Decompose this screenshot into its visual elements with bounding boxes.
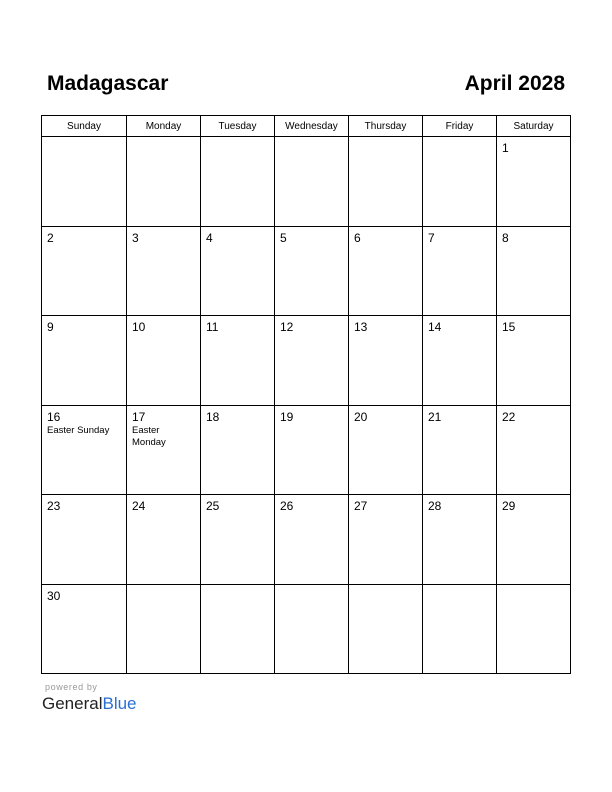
- day-number: [201, 585, 274, 589]
- day-number: [423, 137, 496, 141]
- day-number: 18: [206, 409, 220, 424]
- day-number: 22: [502, 409, 516, 424]
- day-cell: [349, 137, 423, 227]
- holiday-label: Easter Sunday: [47, 424, 110, 436]
- day-cell: [42, 495, 127, 585]
- day-number: [423, 585, 496, 589]
- day-number: [275, 585, 348, 589]
- day-number: 11: [206, 320, 219, 334]
- day-cell: [497, 226, 571, 316]
- day-cell: [201, 316, 275, 406]
- day-number: 8: [502, 230, 509, 245]
- day-cell: [497, 495, 571, 585]
- weekday-header: Sunday: [42, 116, 127, 137]
- day-cell: [127, 316, 201, 406]
- day-number: 14: [428, 320, 442, 334]
- day-cell: [423, 584, 497, 674]
- day-number: 3: [132, 230, 139, 245]
- day-number: 27: [354, 499, 368, 513]
- day-number: 10: [132, 320, 146, 334]
- day-cell: [423, 405, 497, 495]
- day-cell: [42, 316, 127, 406]
- day-cell: [275, 226, 349, 316]
- calendar-grid: [41, 115, 571, 674]
- day-number: 6: [354, 230, 361, 245]
- week-row: [42, 226, 571, 316]
- day-number: [349, 585, 422, 589]
- day-cell: [201, 584, 275, 674]
- week-row: [42, 137, 571, 227]
- day-number: 7: [428, 230, 435, 245]
- day-cell: [497, 137, 571, 227]
- holiday-label: Easter Monday: [132, 424, 166, 448]
- day-number: [201, 137, 274, 141]
- day-cell: [349, 226, 423, 316]
- day-number: 9: [47, 320, 54, 334]
- generalblue-logo[interactable]: [42, 694, 137, 714]
- day-number: [497, 585, 570, 589]
- day-number: 12: [280, 320, 294, 334]
- month-title: April 2028: [464, 72, 565, 95]
- day-cell: [275, 405, 349, 495]
- day-number: 5: [280, 230, 287, 245]
- day-cell: [201, 226, 275, 316]
- day-number: 30: [47, 588, 61, 603]
- day-number: 1: [502, 141, 509, 155]
- week-row: [42, 405, 571, 495]
- day-number: [349, 137, 422, 141]
- day-number: [127, 585, 200, 589]
- brand-blue-text: Blue: [102, 694, 137, 713]
- day-cell: [201, 495, 275, 585]
- day-number: 26: [280, 499, 294, 513]
- weekday-header: Tuesday: [201, 116, 275, 137]
- day-cell: [275, 495, 349, 585]
- weekday-header: Friday: [423, 116, 497, 137]
- day-cell: [423, 316, 497, 406]
- day-number: 13: [354, 320, 368, 334]
- weekday-header: Monday: [127, 116, 201, 137]
- day-number: 29: [502, 499, 516, 513]
- weekday-header: Wednesday: [275, 116, 349, 137]
- week-row: [42, 316, 571, 406]
- day-cell: [349, 584, 423, 674]
- week-row: [42, 584, 571, 674]
- brand-general-text: General: [42, 694, 103, 713]
- day-cell: [42, 584, 127, 674]
- day-cell: [127, 226, 201, 316]
- day-cell: [349, 495, 423, 585]
- weekday-header: Thursday: [349, 116, 423, 137]
- day-number: 2: [47, 230, 54, 245]
- day-cell: [497, 405, 571, 495]
- day-cell: [349, 316, 423, 406]
- day-cell: [42, 226, 127, 316]
- day-cell: [497, 584, 571, 674]
- day-number: [275, 137, 348, 141]
- weekday-header: Saturday: [497, 116, 571, 137]
- day-number: 24: [132, 499, 146, 513]
- day-cell: [127, 495, 201, 585]
- day-cell: [497, 316, 571, 406]
- day-cell: [423, 495, 497, 585]
- day-cell: [423, 137, 497, 227]
- weekday-header-row: [42, 116, 571, 137]
- day-cell: [42, 137, 127, 227]
- week-row: [42, 495, 571, 585]
- country-title: Madagascar: [47, 72, 169, 95]
- day-number: 28: [428, 499, 442, 513]
- day-number: 19: [280, 409, 294, 424]
- day-number: 15: [502, 320, 516, 334]
- day-number: 16: [47, 409, 61, 424]
- day-number: 4: [206, 230, 213, 245]
- day-cell: [42, 405, 127, 495]
- day-number: 20: [354, 409, 368, 424]
- day-cell: [127, 584, 201, 674]
- day-number: 17: [132, 409, 146, 424]
- day-number: 23: [47, 499, 61, 513]
- day-cell: [275, 137, 349, 227]
- day-number: [127, 137, 200, 141]
- day-cell: [275, 584, 349, 674]
- day-number: [42, 137, 126, 141]
- day-cell: [201, 405, 275, 495]
- day-cell: [201, 137, 275, 227]
- day-cell: [127, 405, 201, 495]
- powered-by-label: powered by: [45, 682, 98, 692]
- day-cell: [349, 405, 423, 495]
- day-cell: [275, 316, 349, 406]
- day-number: 25: [206, 499, 220, 513]
- day-number: 21: [428, 409, 442, 424]
- day-cell: [127, 137, 201, 227]
- day-cell: [423, 226, 497, 316]
